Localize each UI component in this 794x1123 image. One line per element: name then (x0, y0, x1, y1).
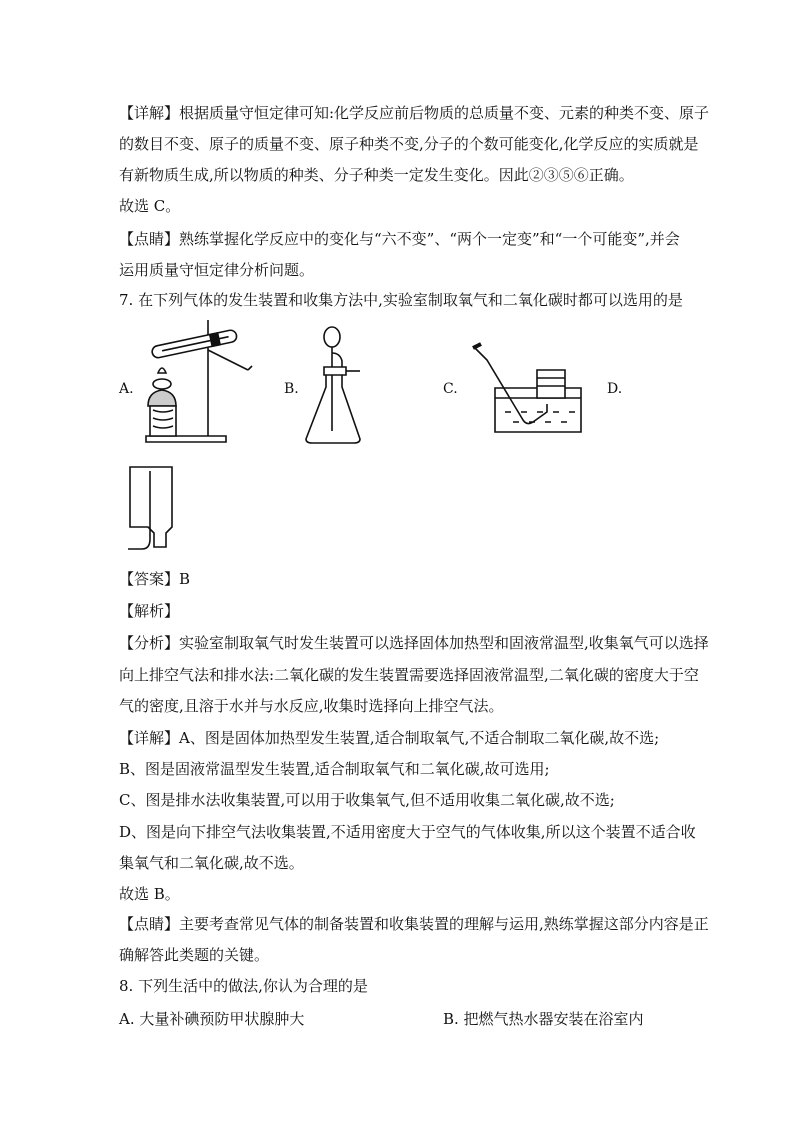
text-line: D、图是向下排空气法收集装置,不适用密度大于空气的气体收集,所以这个装置不适合收 (119, 823, 696, 841)
option-c-label: C. (443, 381, 458, 397)
text-line: 【分析】实验室制取氧气时发生装置可以选择固体加热型和固液常温型,收集氧气可以选择 (119, 634, 709, 652)
option-d-label: D. (607, 381, 623, 397)
question-8: 8. 下列生活中的做法,你认为合理的是 (119, 977, 368, 995)
text-line: 运用质量守恒定律分析问题。 (119, 261, 315, 279)
downward-air-displacement-figure (128, 465, 178, 553)
water-displacement-figure (467, 342, 582, 434)
question-7: 7. 在下列气体的发生装置和收集方法中,实验室制取氧气和二氧化碳时都可以选用的是 (119, 291, 683, 309)
option-b-label: B. (284, 381, 299, 397)
answer-line: 【答案】B (119, 570, 191, 588)
option-8b: B. 把燃气热水器安装在浴室内 (443, 1010, 644, 1028)
text-line: 故选 C。 (119, 197, 181, 215)
text-line: 【点睛】熟练掌握化学反应中的变化与“六不变”、“两个一定变”和“一个可能变”,并会 (119, 230, 680, 248)
text-line: C、图是排水法收集装置,可以用于收集氧气,但不适用收集二氧化碳,故不选; (119, 791, 615, 809)
option-8a: A. 大量补碘预防甲状腺肿大 (119, 1010, 305, 1028)
analysis-heading: 【解析】 (119, 602, 180, 620)
text-line: 气的密度,且溶于水并与水反应,收集时选择向上排空气法。 (119, 697, 504, 715)
text-line: 集氧气和二氧化碳,故不选。 (119, 854, 304, 872)
text-line: 【详解】A、图是固体加热型发生装置,适合制取氧气,不适合制取二氧化碳,故不选; (119, 729, 660, 747)
text-line: 有新物质生成,所以物质的种类、分子种类一定发生变化。因此②③⑤⑥正确。 (119, 166, 634, 184)
text-line: 故选 B。 (119, 885, 180, 903)
text-line: 【点睛】主要考查常见气体的制备装置和收集装置的理解与运用,熟练掌握这部分内容是正 (119, 915, 709, 933)
text-line: B、图是固液常温型发生装置,适合制取氧气和二氧化碳,故可选用; (119, 760, 550, 778)
text-line: 【详解】根据质量守恒定律可知:化学反应前后物质的总质量不变、元素的种类不变、原子 (119, 104, 710, 122)
option-a-label: A. (119, 381, 134, 397)
text-line: 的数目不变、原子的质量不变、原子种类不变,分子的个数可能变化,化学反应的实质就是 (119, 135, 699, 153)
text-line: 确解答此类题的关键。 (119, 946, 270, 964)
solid-heating-apparatus-figure (140, 318, 255, 446)
conical-flask-figure (302, 325, 372, 447)
text-line: 向上排空气法和排水法:二氧化碳的发生装置需要选择固液常温型,二氧化碳的密度大于空 (119, 666, 699, 684)
